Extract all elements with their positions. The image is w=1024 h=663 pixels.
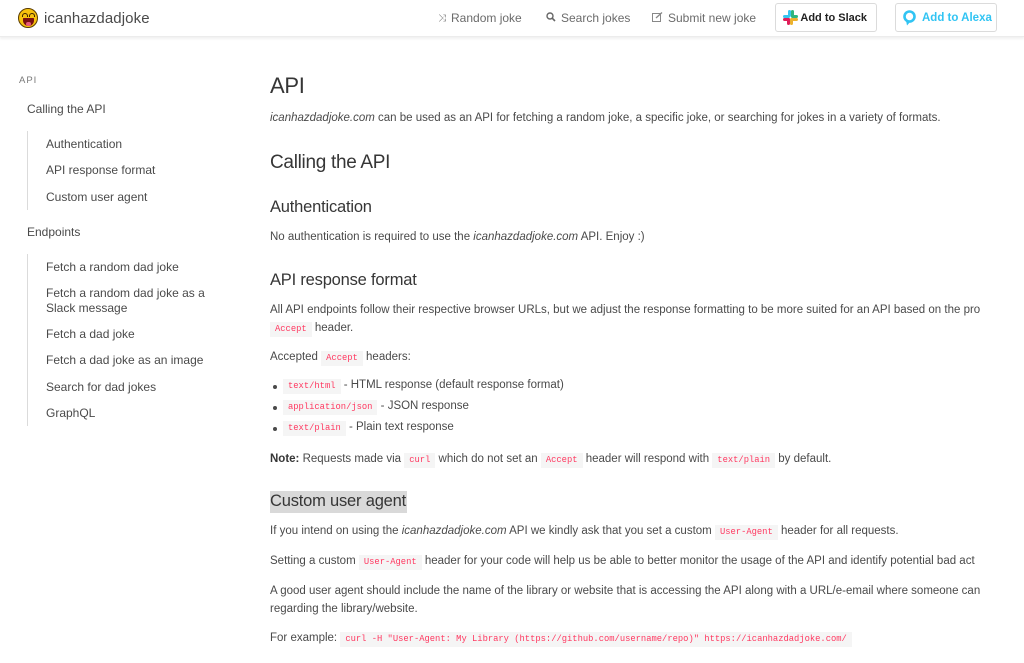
heading-authentication: Authentication xyxy=(270,198,372,216)
sidebar-item-custom-user-agent[interactable]: Custom user agent xyxy=(46,190,148,204)
nav-submit-joke-label: Submit new joke xyxy=(668,11,757,25)
note-text: which do not set an xyxy=(435,453,541,465)
code-text-html: text/html xyxy=(283,379,341,394)
sidebar-item-calling-the-api[interactable]: Calling the API xyxy=(27,102,106,116)
response-format-paragraph-line2 xyxy=(270,320,353,338)
p2-post: header for your code will help us be able to better monitor the usage of the API and identify potential bad act xyxy=(421,555,975,567)
sidebar-submenu-endpoints xyxy=(27,254,205,426)
list-item-text: - HTML response (default response format) xyxy=(340,379,564,391)
line2-text: header. xyxy=(311,322,354,334)
site-name: icanhazdadjoke.com xyxy=(401,525,507,537)
code-user-agent: User-Agent xyxy=(359,555,422,570)
brand-name: icanhazdadjoke xyxy=(44,9,150,27)
slack-icon xyxy=(783,10,794,25)
example-paragraph xyxy=(270,630,852,648)
add-to-slack-label: Add to Slack xyxy=(800,11,867,24)
code-text-plain: text/plain xyxy=(283,421,346,436)
sidebar-item-api-response-format[interactable]: API response format xyxy=(46,163,156,177)
note-paragraph xyxy=(270,451,831,469)
search-icon xyxy=(546,12,556,25)
accepted-headers-paragraph xyxy=(270,349,411,367)
code-accept: Accept xyxy=(541,453,583,468)
nav-random-joke-label: Random joke xyxy=(451,11,522,25)
code-curl-example: curl -H "User-Agent: My Library (https://github.com/username/repo)" https://icanhazdadjoke.com/ xyxy=(340,632,852,647)
accepted-pre: Accepted xyxy=(270,351,322,363)
auth-text-post: API. Enjoy :) xyxy=(578,231,645,243)
code-accept: Accept xyxy=(321,351,363,366)
auth-paragraph xyxy=(270,229,645,246)
sidebar-item-graphql[interactable]: GraphQL xyxy=(46,406,96,420)
note-text: header will respond with xyxy=(582,453,713,465)
note-text: Requests made via xyxy=(299,453,405,465)
p1-pre: If you intend on using the xyxy=(270,525,402,537)
sidebar-item-fetch-random-slack[interactable]: Fetch a random dad joke as a Slack message xyxy=(46,286,205,315)
p1-post: header for all requests. xyxy=(777,525,899,537)
sidebar-item-endpoints[interactable]: Endpoints xyxy=(27,225,81,239)
list-item-text: - Plain text response xyxy=(345,421,454,433)
sidebar-item-fetch-image[interactable]: Fetch a dad joke as an image xyxy=(46,353,204,367)
navbar xyxy=(0,0,1024,37)
brand-link[interactable] xyxy=(18,7,150,29)
example-label: For example: xyxy=(270,632,341,644)
code-user-agent: User-Agent xyxy=(715,525,778,540)
nav-search-jokes[interactable] xyxy=(546,11,630,25)
shuffle-icon: ⤨ xyxy=(438,12,446,24)
code-application-json: application/json xyxy=(283,400,377,415)
heading-custom-user-agent: Custom user agent xyxy=(270,491,407,513)
intro-text: can be used as an API for fetching a random joke, a specific joke, or searching for jokes in a variety of formats. xyxy=(374,112,941,124)
accepted-post: headers: xyxy=(362,351,411,363)
sidebar-item-authentication[interactable]: Authentication xyxy=(46,137,123,151)
list-item xyxy=(283,400,469,412)
code-curl: curl xyxy=(404,453,435,468)
site-name: icanhazdadjoke.com xyxy=(473,231,579,243)
add-to-slack-button[interactable] xyxy=(775,3,877,32)
awesome-face-logo-icon xyxy=(18,8,38,28)
list-item xyxy=(283,421,454,433)
p1-mid: API we kindly ask that you set a custom xyxy=(506,525,715,537)
add-to-alexa-label: Add to Alexa xyxy=(922,11,992,24)
heading-calling-the-api: Calling the API xyxy=(270,152,391,173)
user-agent-paragraph-1 xyxy=(270,523,899,541)
user-agent-paragraph-3-line1: A good user agent should include the name of the library or website that is accessing the API along with a URL/e-email where someone can xyxy=(270,585,981,597)
response-format-paragraph-line1: All API endpoints follow their respective browser URLs, but we adjust the response formatting to be more suited for an API based on the pro xyxy=(270,304,981,316)
add-to-alexa-button[interactable] xyxy=(895,3,997,32)
page-title: API xyxy=(270,73,305,98)
edit-icon xyxy=(652,12,663,25)
intro-paragraph xyxy=(270,110,941,127)
user-agent-paragraph-3-line2: regarding the library/website. xyxy=(270,603,418,615)
code-text-plain: text/plain xyxy=(712,453,775,468)
nav-submit-joke[interactable] xyxy=(652,11,756,25)
nav-random-joke[interactable] xyxy=(438,11,522,25)
code-accept: Accept xyxy=(270,322,312,337)
list-item-text: - JSON response xyxy=(377,400,469,412)
sidebar-item-fetch-joke[interactable]: Fetch a dad joke xyxy=(46,327,135,341)
nav-search-jokes-label: Search jokes xyxy=(561,11,631,25)
note-label: Note: xyxy=(270,453,300,465)
sidebar-item-search[interactable]: Search for dad jokes xyxy=(46,380,157,394)
list-item xyxy=(283,379,564,391)
p2-pre: Setting a custom xyxy=(270,555,359,567)
sidebar-item-fetch-random[interactable]: Fetch a random dad joke xyxy=(46,260,179,274)
user-agent-paragraph-2 xyxy=(270,553,975,571)
alexa-icon xyxy=(903,10,916,26)
note-text: by default. xyxy=(775,453,832,465)
sidebar-submenu-calling xyxy=(27,131,156,210)
auth-text-pre: No authentication is required to use the xyxy=(270,231,474,243)
menu-label-api: API xyxy=(19,75,38,86)
site-name: icanhazdadjoke.com xyxy=(270,112,375,124)
heading-api-response-format: API response format xyxy=(270,271,417,289)
